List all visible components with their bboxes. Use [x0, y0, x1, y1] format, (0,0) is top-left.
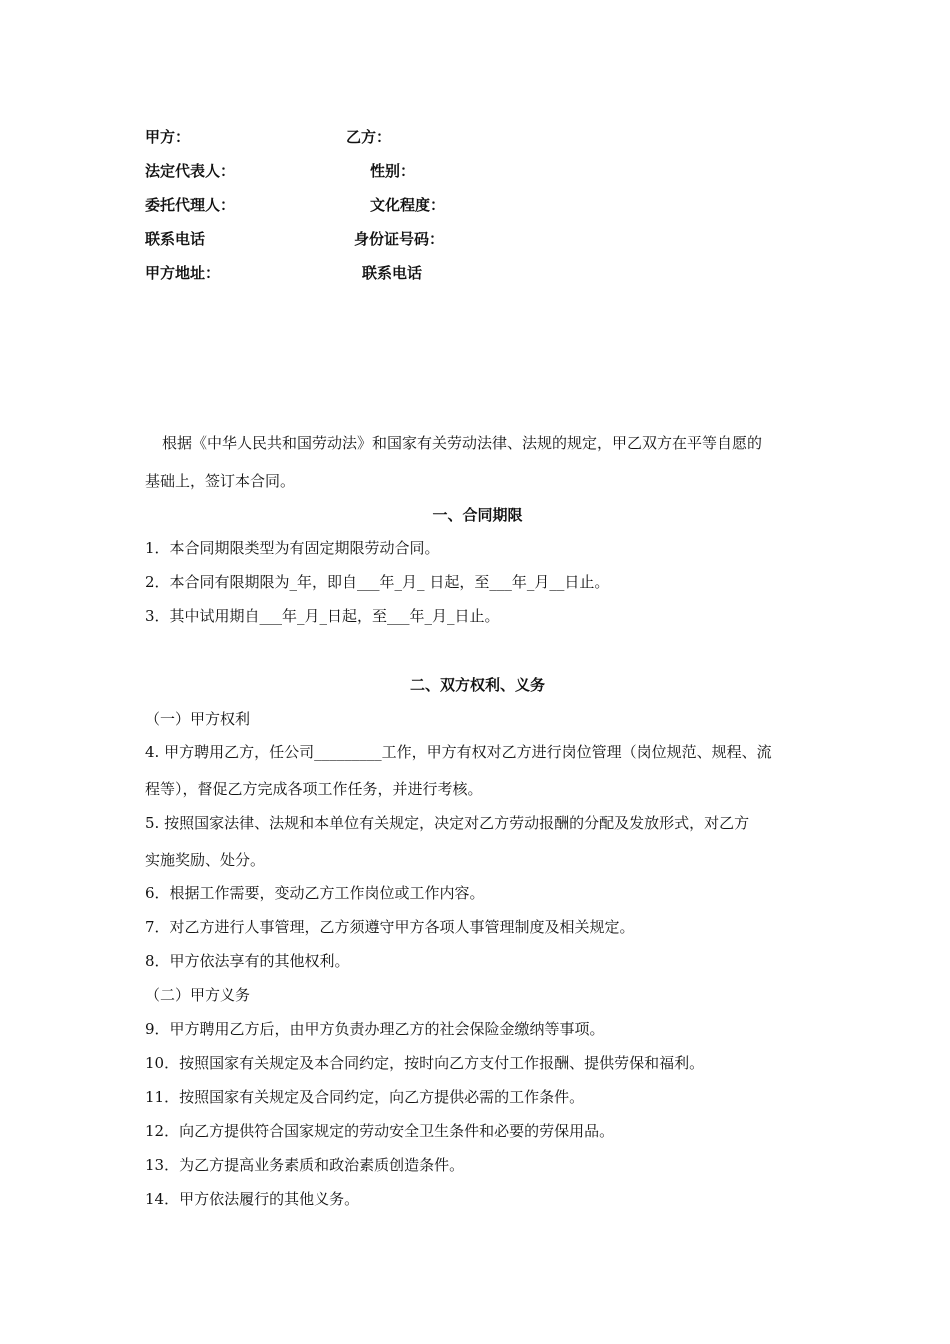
section-heading-term: 一、合同期限 — [432, 506, 523, 524]
education-label: 文化程度： — [370, 196, 446, 214]
clause-2: 2．本合同有限期限为_年，即自___年_月_ 日起，至___年_月__日止。 — [145, 573, 610, 591]
clause-13: 13．为乙方提高业务素质和政治素质创造条件。 — [145, 1156, 465, 1174]
party-row-1 — [145, 126, 805, 148]
party-row-2 — [145, 160, 805, 182]
party-row-5 — [145, 262, 805, 284]
clause-1: 1．本合同期限类型为有固定期限劳动合同。 — [145, 539, 440, 557]
party-b-phone-label: 联系电话 — [362, 264, 423, 282]
clause-7: 7．对乙方进行人事管理，乙方须遵守甲方各项人事管理制度及相关规定。 — [145, 918, 635, 936]
clause-14: 14．甲方依法履行的其他义务。 — [145, 1190, 360, 1208]
clause-5-line-2: 实施奖励、处分。 — [145, 851, 266, 869]
clause-6: 6．根据工作需要，变动乙方工作岗位或工作内容。 — [145, 884, 485, 902]
subsection-party-a-rights: （一）甲方权利 — [145, 710, 251, 728]
clause-8: 8．甲方依法享有的其他权利。 — [145, 952, 350, 970]
clause-9: 9．甲方聘用乙方后，由甲方负责办理乙方的社会保险金缴纳等事项。 — [145, 1020, 605, 1038]
preamble-line-2: 基础上，签订本合同。 — [145, 472, 296, 490]
subsection-party-a-obligations: （二）甲方义务 — [145, 986, 251, 1004]
clause-10: 10．按照国家有关规定及本合同约定，按时向乙方支付工作报酬、提供劳保和福利。 — [145, 1054, 705, 1072]
section-heading-rights-obligations: 二、双方权利、义务 — [409, 676, 545, 694]
gender-label: 性别： — [370, 162, 416, 180]
party-b-label: 乙方： — [346, 128, 392, 146]
clause-4-line-1: 4. 甲方聘用乙方，任公司_________工作，甲方有权对乙方进行岗位管理（岗位规范、规程、流 — [145, 743, 772, 761]
party-row-3 — [145, 194, 805, 216]
clause-3: 3．其中试用期自___年_月_日起，至___年_月_日止。 — [145, 607, 500, 625]
party-a-address-label: 甲方地址： — [145, 264, 221, 282]
legal-representative-label: 法定代表人： — [145, 162, 236, 180]
party-row-4 — [145, 228, 805, 250]
clause-5-line-1: 5. 按照国家法律、法规和本单位有关规定，决定对乙方劳动报酬的分配及发放形式，对乙方 — [145, 814, 750, 832]
party-a-phone-label: 联系电话 — [145, 230, 206, 248]
party-a-label: 甲方： — [145, 128, 191, 146]
agent-label: 委托代理人： — [145, 196, 236, 214]
clause-12: 12．向乙方提供符合国家规定的劳动安全卫生条件和必要的劳保用品。 — [145, 1122, 615, 1140]
clause-11: 11．按照国家有关规定及合同约定，向乙方提供必需的工作条件。 — [145, 1088, 585, 1106]
clause-4-line-2: 程等），督促乙方完成各项工作任务，并进行考核。 — [145, 780, 483, 798]
id-number-label: 身份证号码： — [354, 230, 445, 248]
preamble-line-1: 根据《中华人民共和国劳动法》和国家有关劳动法律、法规的规定，甲乙双方在平等自愿的 — [162, 434, 763, 452]
